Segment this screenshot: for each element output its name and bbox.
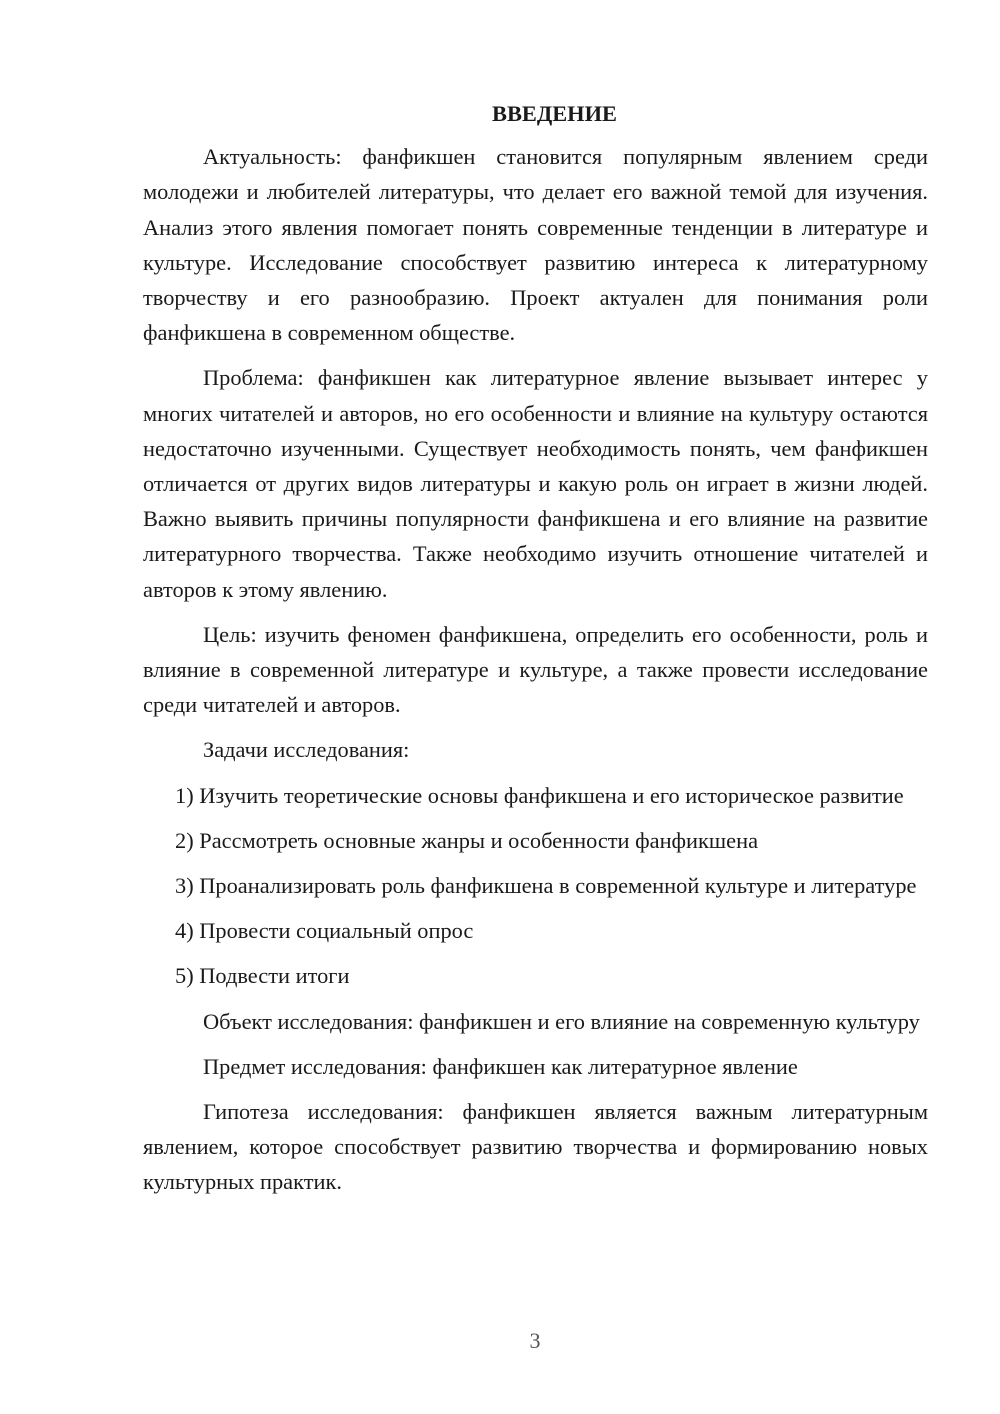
task-item: 3) Проанализировать роль фанфикшена в современной культуре и литературе (175, 873, 917, 899)
document-page (143, 96, 928, 1210)
tasks-heading: Задачи исследования: (203, 737, 410, 763)
goal-paragraph: Цель: изучить феномен фанфикшена, определить его особенности, роль и влияние в современной литературе и культуре, а также провести исследование среди читателей и авторов. (143, 621, 928, 718)
subject-paragraph: Предмет исследования: фанфикшен как литературное явление (203, 1053, 798, 1079)
section-heading: ВВЕДЕНИЕ (492, 101, 617, 126)
tasks-list (143, 778, 928, 994)
task-item: 1) Изучить теоретические основы фанфикшена и его историческое развитие (175, 782, 904, 808)
task-item: 5) Подвести итоги (175, 963, 350, 989)
task-item: 2) Рассмотреть основные жанры и особенности фанфикшена (175, 827, 759, 853)
problem-paragraph: Проблема: фанфикшен как литературное явление вызывает интерес у многих читателей и авторов, но его особенности и влияние на культуру остаются недостаточно изученными. Существует необходимость понять, чем фанфикшен отличается от других видов литературы и какую роль он играет в жизни людей. Важно выявить причины популярности фанфикшена и его влияние на развитие литературного творчества. Также необходимо изучить отношение читателей и авторов к этому явлению. (143, 365, 928, 602)
task-item: 4) Провести социальный опрос (175, 918, 474, 944)
hypothesis-paragraph: Гипотеза исследования: фанфикшен является важным литературным явлением, которое способствует развитию творчества и формированию новых культурных практик. (143, 1099, 928, 1195)
object-paragraph: Объект исследования: фанфикшен и его влияние на современную культуру (203, 1008, 920, 1034)
page-number: 3 (529, 1328, 541, 1353)
relevance-paragraph: Актуальность: фанфикшен становится популярным явлением среди молодежи и любителей литературы, что делает его важной темой для изучения. Анализ этого явления помогает понять современные тенденции в литературе и культуре. Исследование способствует развитию интереса к литературному творчеству и его разнообразию. Проект актуален для понимания роли фанфикшена в современном обществе. (143, 144, 928, 346)
